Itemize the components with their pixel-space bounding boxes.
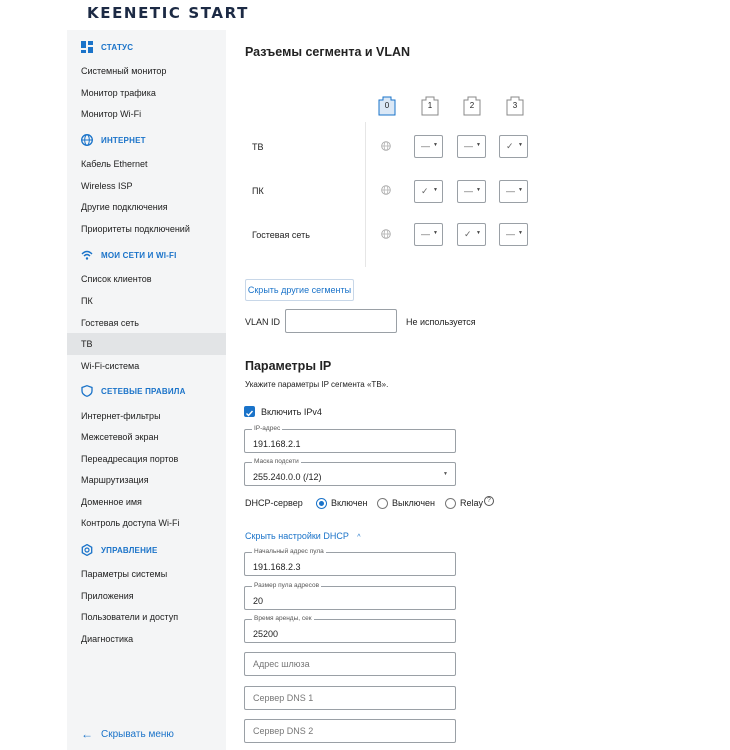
sidebar-section-my-networks[interactable] — [81, 247, 177, 263]
sidebar-section-network-rules[interactable] — [81, 383, 186, 399]
port-mode-select[interactable]: — ▼ — [457, 180, 486, 203]
checkmark-icon — [244, 408, 255, 419]
port-number: 1 — [427, 101, 433, 110]
hide-menu-button[interactable] — [81, 727, 174, 741]
vlan-id-label: VLAN ID — [245, 317, 281, 327]
logo: KEENETIC START — [87, 4, 249, 22]
sidebar-item-connection-priorities[interactable]: Приоритеты подключений — [81, 224, 190, 234]
dns1-field[interactable]: Сервер DNS 1 — [244, 686, 456, 710]
gear-icon — [81, 544, 93, 556]
globe-icon — [381, 141, 391, 151]
sidebar-item-tv[interactable]: ТВ — [67, 333, 226, 355]
sidebar-section-label: УПРАВЛЕНИЕ — [101, 545, 158, 555]
chevron-down-icon: ▼ — [518, 142, 523, 148]
lease-time-field[interactable]: Время аренды, сек 25200 — [244, 619, 456, 643]
vlan-row-label: ПК — [252, 186, 264, 196]
shield-icon — [81, 385, 93, 397]
globe-icon — [81, 134, 93, 146]
dhcp-on-label: Включен — [331, 498, 368, 508]
port-number: 3 — [512, 101, 518, 110]
vlan-row-label: ТВ — [252, 142, 264, 152]
port-mode-select[interactable]: ✓ ▼ — [457, 223, 486, 246]
dhcp-relay-radio[interactable] — [445, 498, 456, 509]
enable-ipv4-label: Включить IPv4 — [261, 407, 322, 417]
sidebar-section-label: ИНТЕРНЕТ — [101, 135, 146, 145]
globe-icon — [381, 185, 391, 195]
chevron-down-icon: ▼ — [518, 187, 523, 193]
vlan-id-input[interactable] — [285, 309, 397, 333]
divider — [365, 122, 366, 267]
vlan-status-text: Не используется — [406, 317, 476, 327]
port-mode-select[interactable]: ✓ ▼ — [414, 180, 443, 203]
vlan-section-title: Разъемы сегмента и VLAN — [245, 45, 411, 59]
ip-section-subtitle: Укажите параметры IP сегмента «ТВ». — [245, 380, 389, 389]
sidebar-section-management[interactable] — [81, 542, 158, 558]
port-mode-select[interactable]: — ▼ — [457, 135, 486, 158]
sidebar-item-system-settings[interactable]: Параметры системы — [81, 569, 168, 579]
dns2-field[interactable]: Сервер DNS 2 — [244, 719, 456, 743]
sidebar-item-client-list[interactable]: Список клиентов — [81, 274, 152, 284]
sidebar — [67, 30, 226, 750]
sidebar-item-system-monitor[interactable]: Системный монитор — [81, 66, 167, 76]
chevron-up-icon: ^ — [357, 534, 361, 541]
port-mode-select[interactable]: ✓ ▼ — [499, 135, 528, 158]
sidebar-item-wifi-system[interactable]: Wi-Fi-система — [81, 361, 140, 371]
sidebar-item-other-connections[interactable]: Другие подключения — [81, 202, 168, 212]
chevron-down-icon: ▼ — [433, 230, 438, 236]
sidebar-section-internet[interactable] — [81, 132, 146, 148]
port-mode-select[interactable]: — ▼ — [414, 223, 443, 246]
sidebar-item-diagnostics[interactable]: Диагностика — [81, 634, 134, 644]
dashboard-icon — [81, 41, 93, 53]
enable-ipv4-checkbox[interactable] — [244, 406, 255, 417]
sidebar-item-wireless-isp[interactable]: Wireless ISP — [81, 181, 133, 191]
dhcp-relay-label: Relay — [460, 498, 484, 508]
port-number: 0 — [384, 101, 390, 110]
hide-menu-label: Скрывать меню — [101, 728, 174, 740]
pool-start-field[interactable]: Начальный адрес пула 191.168.2.3 — [244, 552, 456, 576]
chevron-down-icon: ▼ — [518, 230, 523, 236]
sidebar-item-routing[interactable]: Маршрутизация — [81, 475, 149, 485]
sidebar-item-pc[interactable]: ПК — [81, 296, 93, 306]
wifi-icon — [81, 249, 93, 261]
sidebar-item-internet-filters[interactable]: Интернет-фильтры — [81, 411, 161, 421]
sidebar-section-status[interactable] — [81, 39, 133, 55]
sidebar-item-port-forwarding[interactable]: Переадресация портов — [81, 454, 179, 464]
port-2 — [463, 96, 481, 116]
sidebar-item-users-access[interactable]: Пользователи и доступ — [81, 612, 179, 622]
globe-icon — [381, 229, 391, 239]
subnet-mask-select[interactable]: Маска подсети 255.240.0.0 (/12) ▼ — [244, 462, 456, 486]
sidebar-item-guest-network[interactable]: Гостевая сеть — [81, 318, 139, 328]
sidebar-section-label: МОИ СЕТИ И WI-FI — [101, 250, 177, 260]
port-mode-select[interactable]: — ▼ — [414, 135, 443, 158]
port-mode-select[interactable]: — ▼ — [499, 223, 528, 246]
sidebar-item-wifi-monitor[interactable]: Монитор Wi-Fi — [81, 109, 142, 119]
sidebar-section-label: СЕТЕВЫЕ ПРАВИЛА — [101, 386, 186, 396]
chevron-down-icon: ▼ — [476, 230, 481, 236]
sidebar-section-label: СТАТУС — [101, 42, 134, 52]
dhcp-server-label: DHCP-сервер — [245, 498, 303, 508]
sidebar-item-applications[interactable]: Приложения — [81, 591, 134, 601]
help-icon[interactable]: ? — [484, 496, 494, 506]
arrow-left-icon: ← — [81, 727, 93, 741]
sidebar-item-wifi-access-control[interactable]: Контроль доступа Wi-Fi — [81, 518, 180, 528]
port-mode-select[interactable]: — ▼ — [499, 180, 528, 203]
vlan-row-label: Гостевая сеть — [252, 230, 310, 240]
pool-size-field[interactable]: Размер пула адресов 20 — [244, 586, 456, 610]
dhcp-off-radio[interactable] — [377, 498, 388, 509]
chevron-down-icon: ▼ — [433, 142, 438, 148]
ip-address-field[interactable]: IP-адрес 191.168.2.1 — [244, 429, 456, 453]
main-content — [226, 30, 730, 750]
port-1 — [421, 96, 439, 116]
ip-section-title: Параметры IP — [245, 359, 332, 373]
sidebar-item-ethernet-cable[interactable]: Кабель Ethernet — [81, 159, 148, 169]
sidebar-item-firewall[interactable]: Межсетевой экран — [81, 432, 159, 442]
port-3 — [506, 96, 524, 116]
dhcp-off-label: Выключен — [392, 498, 435, 508]
chevron-down-icon: ▼ — [476, 187, 481, 193]
top-bar — [0, 0, 730, 30]
hide-dhcp-settings-link[interactable]: Скрыть настройки DHCP ^ — [245, 531, 361, 541]
dhcp-on-radio[interactable] — [316, 498, 327, 509]
chevron-down-icon: ▼ — [476, 142, 481, 148]
sidebar-item-traffic-monitor[interactable]: Монитор трафика — [81, 88, 156, 98]
gateway-field[interactable]: Адрес шлюза — [244, 652, 456, 676]
chevron-down-icon: ▼ — [433, 187, 438, 193]
sidebar-item-domain-name[interactable]: Доменное имя — [81, 497, 142, 507]
port-0 — [378, 96, 396, 116]
chevron-down-icon: ▼ — [443, 471, 448, 477]
port-number: 2 — [469, 101, 475, 110]
hide-other-segments-button[interactable]: Скрыть другие сегменты — [245, 279, 354, 301]
